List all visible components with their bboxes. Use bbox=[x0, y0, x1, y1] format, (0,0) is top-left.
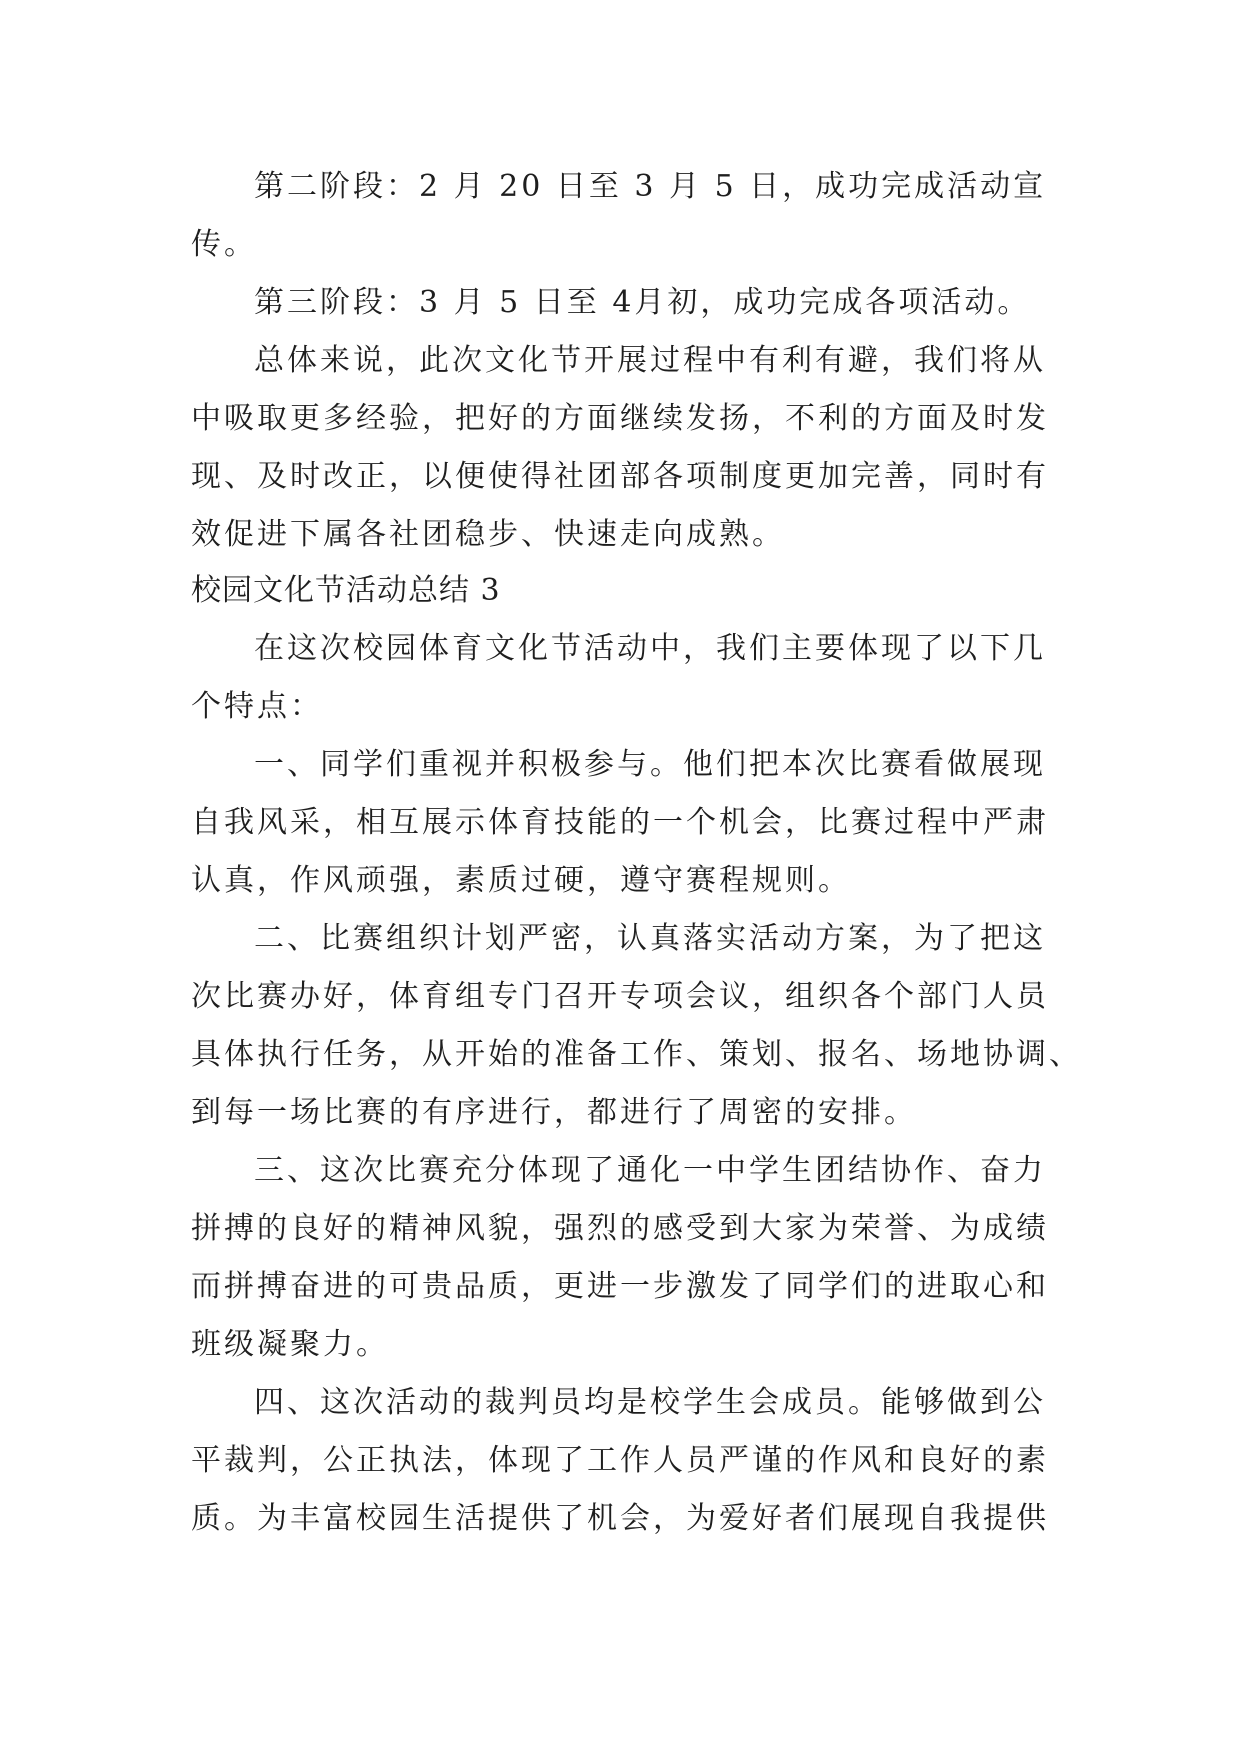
paragraph-line: 班级凝聚力。 bbox=[191, 1327, 389, 1362]
section-heading: 校园文化节活动总结 3 bbox=[191, 573, 501, 608]
paragraph-line: 第三阶段：3 月 5 日至 4月初，成功完成各项活动。 bbox=[254, 285, 1031, 320]
paragraph-line: 在这次校园体育文化节活动中，我们主要体现了以下几 bbox=[254, 631, 1046, 666]
paragraph-line: 次比赛办好，体育组专门召开专项会议，组织各个部门人员 bbox=[191, 979, 1049, 1014]
paragraph-line: 二、比赛组织计划严密，认真落实活动方案，为了把这 bbox=[254, 921, 1046, 956]
paragraph-line: 到每一场比赛的有序进行，都进行了周密的安排。 bbox=[191, 1095, 917, 1130]
paragraph-line: 一、同学们重视并积极参与。他们把本次比赛看做展现 bbox=[254, 747, 1046, 782]
paragraph-line: 第二阶段：2 月 20 日至 3 月 5 日，成功完成活动宣 bbox=[254, 169, 1047, 204]
paragraph-line: 而拼搏奋进的可贵品质，更进一步激发了同学们的进取心和 bbox=[191, 1269, 1049, 1304]
paragraph-line: 自我风采，相互展示体育技能的一个机会，比赛过程中严肃 bbox=[191, 805, 1049, 840]
paragraph-line: 四、这次活动的裁判员均是校学生会成员。能够做到公 bbox=[254, 1385, 1046, 1420]
paragraph-line: 现、及时改正，以便使得社团部各项制度更加完善，同时有 bbox=[191, 459, 1049, 494]
paragraph-line: 三、这次比赛充分体现了通化一中学生团结协作、奋力 bbox=[254, 1153, 1046, 1188]
paragraph-line: 总体来说，此次文化节开展过程中有利有避，我们将从 bbox=[254, 343, 1046, 378]
paragraph-line: 效促进下属各社团稳步、快速走向成熟。 bbox=[191, 517, 785, 552]
paragraph-line: 中吸取更多经验，把好的方面继续发扬，不利的方面及时发 bbox=[191, 401, 1049, 436]
paragraph-line: 拼搏的良好的精神风貌，强烈的感受到大家为荣誉、为成绩 bbox=[191, 1211, 1049, 1246]
paragraph-line: 平裁判，公正执法，体现了工作人员严谨的作风和良好的素 bbox=[191, 1443, 1049, 1478]
paragraph-line: 质。为丰富校园生活提供了机会，为爱好者们展现自我提供 bbox=[191, 1501, 1049, 1536]
paragraph-line: 认真，作风顽强，素质过硬，遵守赛程规则。 bbox=[191, 863, 851, 898]
paragraph-line: 传。 bbox=[191, 227, 257, 262]
paragraph-line: 具体执行任务，从开始的准备工作、策划、报名、场地协调、 bbox=[191, 1037, 1082, 1072]
paragraph-line: 个特点： bbox=[191, 689, 323, 724]
